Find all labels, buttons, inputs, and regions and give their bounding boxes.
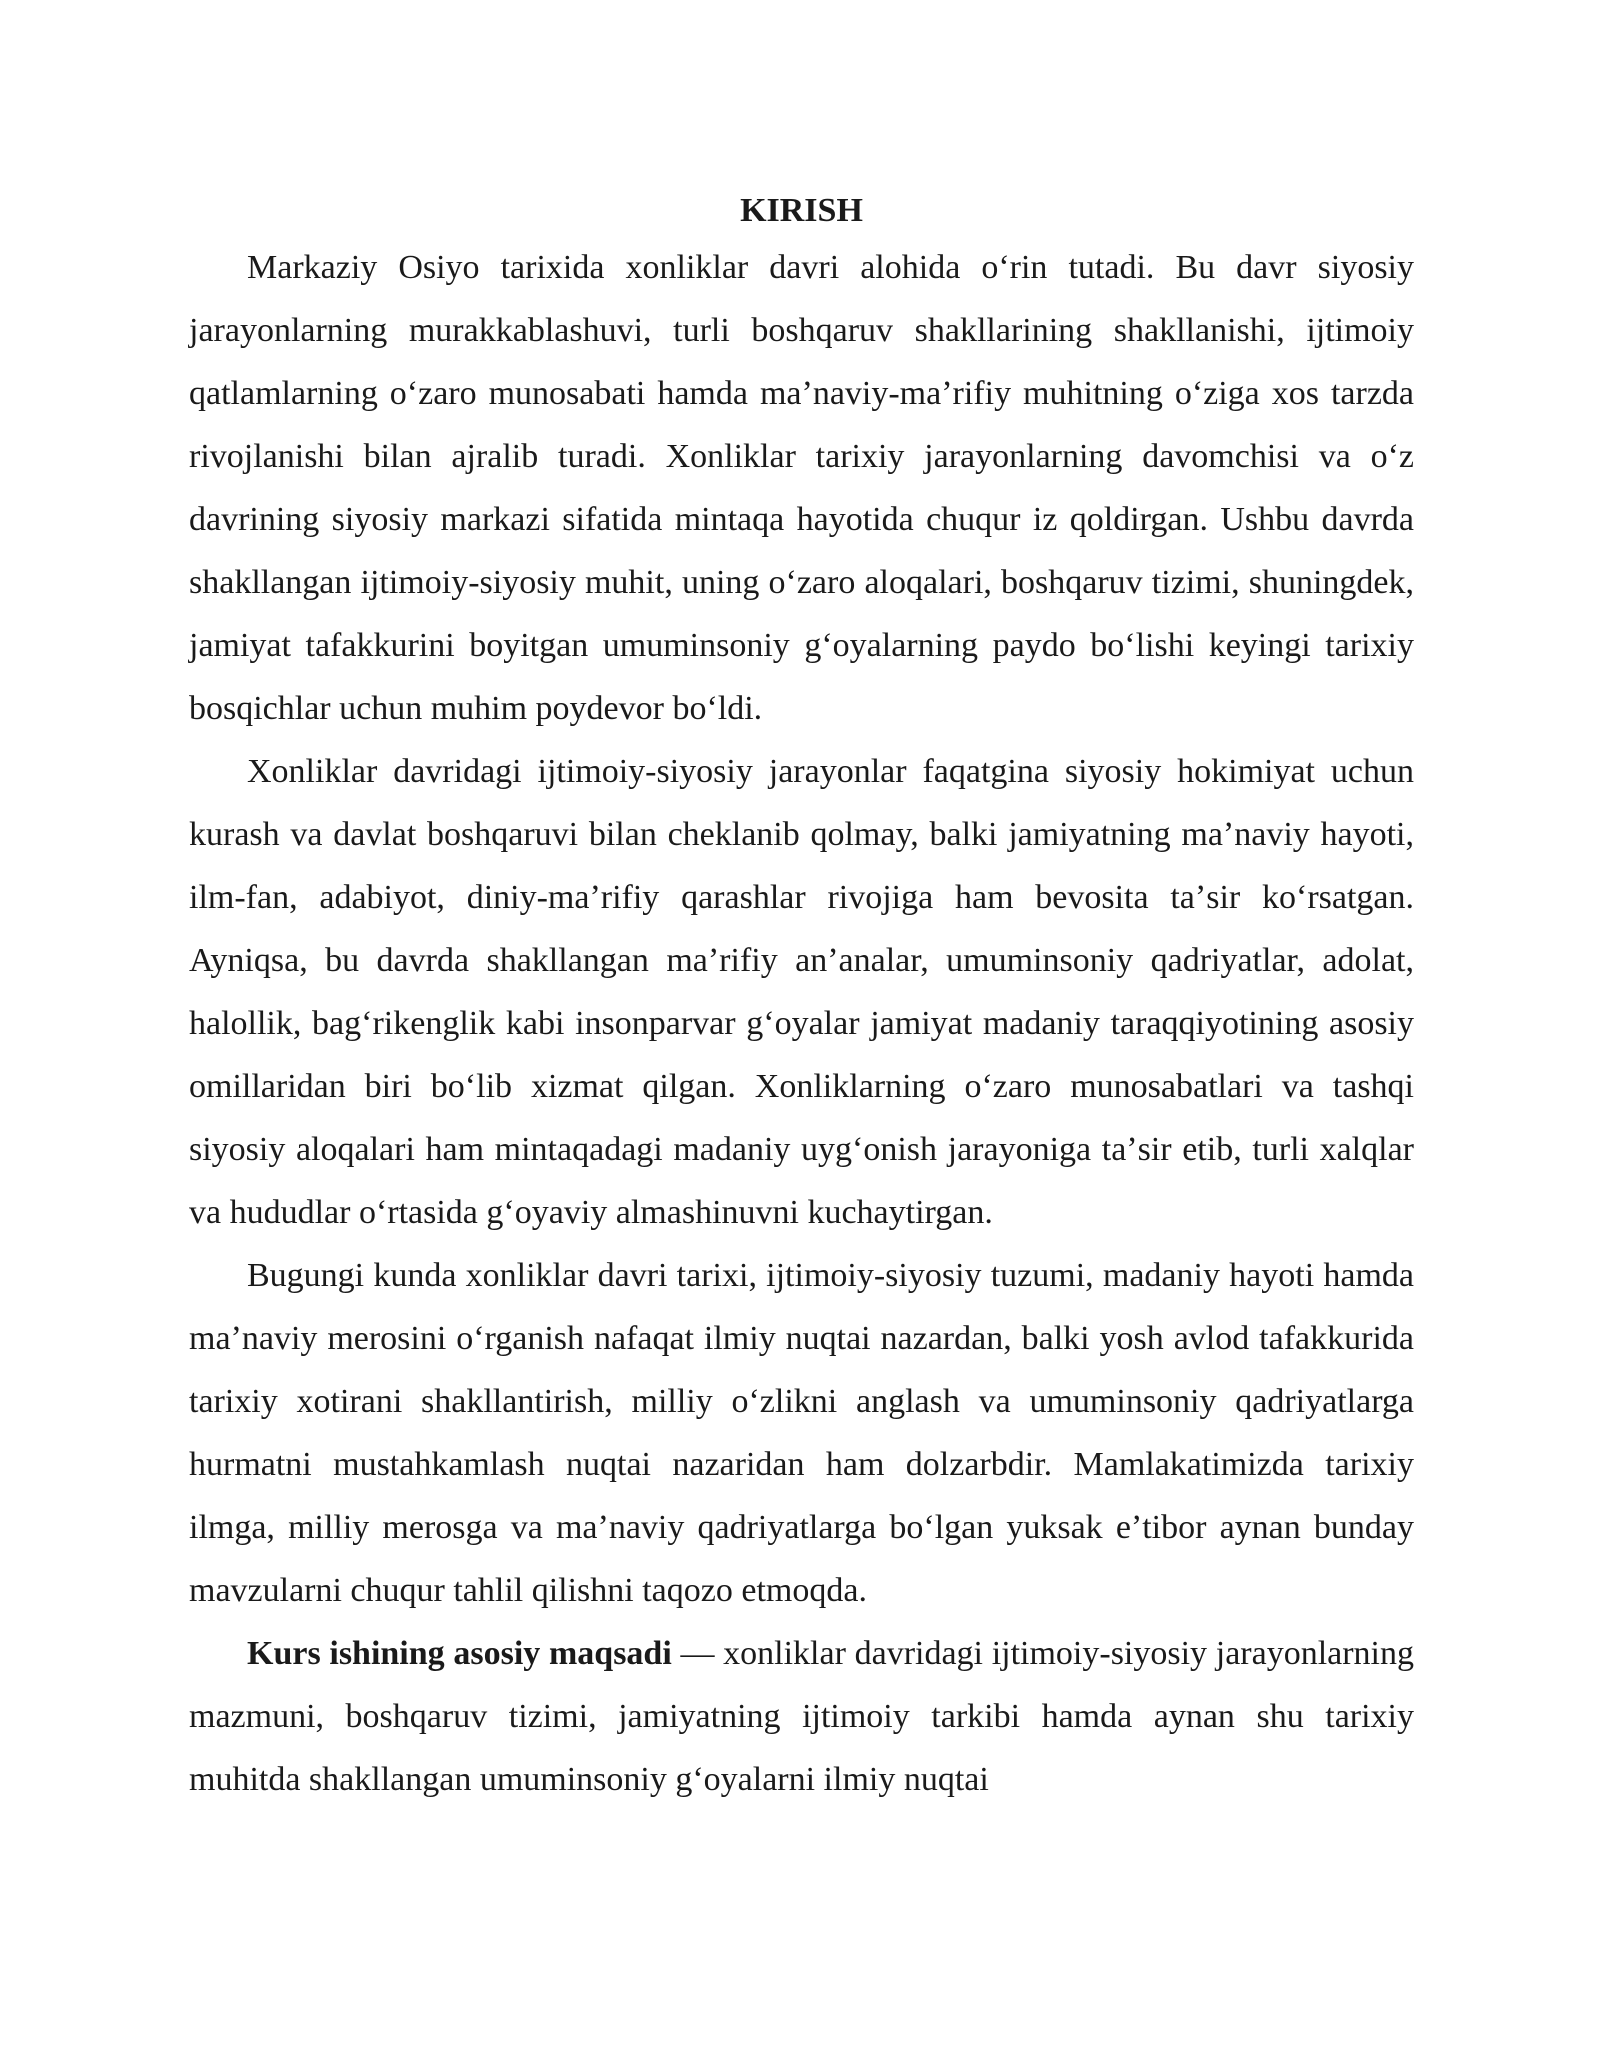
paragraph-1: Markaziy Osiyo tarixida xonliklar davri alohida oʻrin tutadi. Bu davr siyosiy jarayonlarning murakkablashuvi, turli boshqaruv shakllarining shakllanishi, ijtimoiy qatlamlarning oʻzaro munosabati hamda maʼnaviy-maʼrifiy muhitning oʻziga xos tarzda rivojlanishi bilan ajralib turadi. Xonliklar tarixiy jarayonlarning davomchisi va oʻz davrining siyosiy markazi sifatida mintaqa hayotida chuqur iz qoldirgan. Ushbu davrda shakllangan ijtimoiy-siyosiy muhit, uning oʻzaro aloqalari, boshqaruv tizimi, shuningdek, jamiyat tafakkurini boyitgan umuminsoniy gʻoyalarning paydo boʻlishi keyingi tarixiy bosqichlar uchun muhim poydevor boʻldi. <box>189 249 1414 727</box>
paragraph-3: Bugungi kunda xonliklar davri tarixi, ijtimoiy-siyosiy tuzumi, madaniy hayoti hamda maʼnaviy merosini oʻrganish nafaqat ilmiy nuqtai nazardan, balki yosh avlod tafakkurida tarixiy xotirani shakllantirish, milliy oʻzlikni anglash va umuminsoniy qadriyatlarga hurmatni mustahkamlash nuqtai nazaridan ham dolzarbdir. Mamlakatimizda tarixiy ilmga, milliy merosga va maʼnaviy qadriyatlarga boʻlgan yuksak eʼtibor aynan bunday mavzularni chuqur tahlil qilishni taqozo etmoqda. <box>189 1257 1414 1609</box>
goal-label: Kurs ishining asosiy maqsadi <box>247 1635 672 1672</box>
page-title: KIRISH <box>740 192 863 229</box>
goal-text: — xonliklar davridagi ijtimoiy-siyosiy jarayonlarning mazmuni, boshqaruv tizimi, jamiyatning ijtimoiy tarkibi hamda aynan shu tarixiy muhitda shakllangan umuminsoniy gʻoyalarni ilmiy nuqtai <box>189 1635 1414 1798</box>
document-body <box>189 186 1414 1811</box>
paragraph-goal <box>189 1622 1414 1811</box>
paragraph-2: Xonliklar davridagi ijtimoiy-siyosiy jarayonlar faqatgina siyosiy hokimiyat uchun kurash va davlat boshqaruvi bilan cheklanib qolmay, balki jamiyatning maʼnaviy hayoti, ilm-fan, adabiyot, diniy-maʼrifiy qarashlar rivojiga ham bevosita taʼsir koʻrsatgan. Ayniqsa, bu davrda shakllangan maʼrifiy anʼanalar, umuminsoniy qadriyatlar, adolat, halollik, bagʻrikenglik kabi insonparvar gʻoyalar jamiyat madaniy taraqqiyotining asosiy omillaridan biri boʻlib xizmat qilgan. Xonliklarning oʻzaro munosabatlari va tashqi siyosiy aloqalari ham mintaqadagi madaniy uygʻonish jarayoniga taʼsir etib, turli xalqlar va hududlar oʻrtasida gʻoyaviy almashinuvni kuchaytirgan. <box>189 753 1414 1231</box>
